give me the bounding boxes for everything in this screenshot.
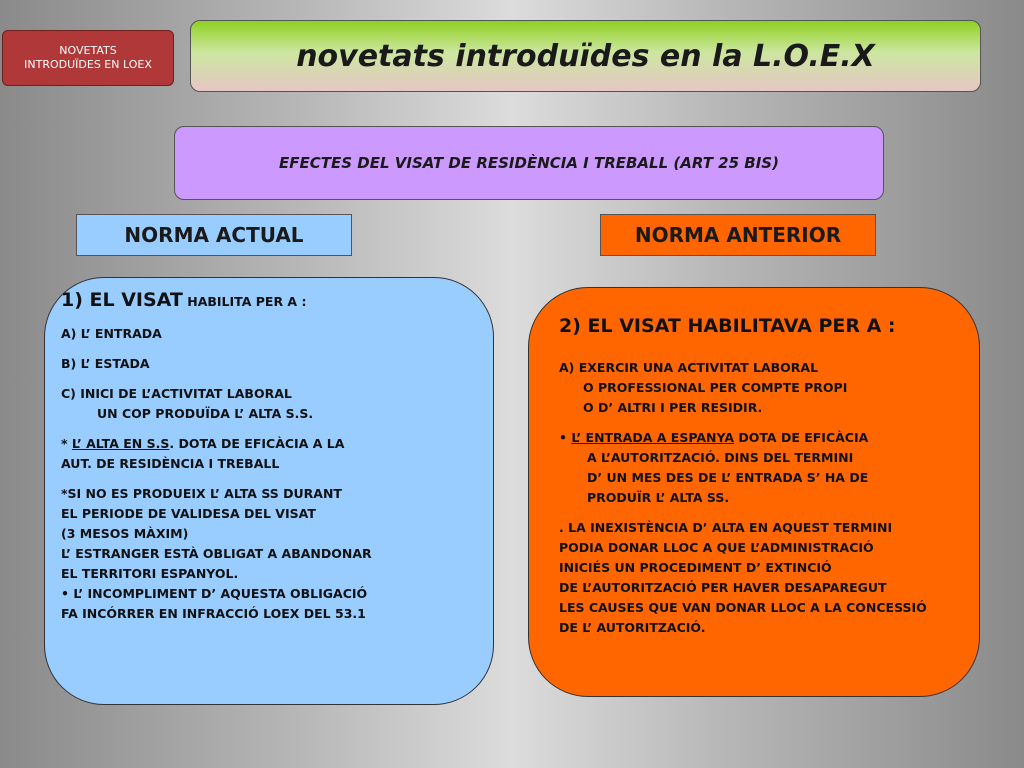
left-si-line2: EL PERIODE DE VALIDESA DEL VISAT	[61, 506, 316, 521]
right-item-c1: . LA INEXISTÈNCIA D’ ALTA EN AQUEST TERMINI	[559, 520, 893, 535]
right-heading: 2) EL VISAT HABILITAVA PER A :	[559, 315, 896, 337]
right-bullet: •	[559, 430, 572, 445]
left-si-line5: EL TERRITORI ESPANYOL.	[61, 566, 239, 581]
left-item-b: B) L’ ESTADA	[61, 356, 150, 371]
right-item-b4: PRODUÏR L’ ALTA SS.	[587, 490, 730, 505]
left-heading	[61, 288, 479, 314]
norma-anterior-label: NORMA ANTERIOR	[600, 214, 876, 256]
right-item-c3: INICIÉS UN PROCEDIMENT D’ EXTINCIÓ	[559, 560, 832, 575]
section-tag-line2: INTRODUÏDES EN LOEX	[24, 58, 152, 71]
right-item-b-rest: DOTA DE EFICÀCIA	[734, 430, 869, 445]
section-tag	[2, 30, 174, 86]
right-item-b3: D’ UN MES DES DE L’ ENTRADA S’ HA DE	[587, 470, 869, 485]
section-tag-line1: NOVETATS	[59, 44, 117, 57]
left-alta-underlined: L’ ALTA EN S.S	[71, 436, 170, 451]
right-item-b-underlined: L’ ENTRADA A ESPANYA	[571, 430, 735, 445]
right-item-a1: A) EXERCIR UNA ACTIVITAT LABORAL	[559, 360, 819, 375]
right-item-c4: DE L’AUTORITZACIÓ PER HAVER DESAPAREGUT	[559, 580, 887, 595]
left-item-a: A) L’ ENTRADA	[61, 326, 162, 341]
left-alta-line2: AUT. DE RESIDÈNCIA I TREBALL	[61, 456, 280, 471]
left-alta-line	[61, 434, 479, 454]
left-alta-rest: . DOTA DE EFICÀCIA A LA	[169, 436, 345, 451]
right-item-a3: O D’ ALTRI I PER RESIDIR.	[583, 400, 763, 415]
norma-actual-box	[44, 277, 494, 705]
left-heading-small: HABILITA PER A :	[182, 294, 307, 309]
left-si-line3: (3 MESOS MÀXIM)	[61, 526, 189, 541]
left-item-c-cont: UN COP PRODUÏDA L’ ALTA S.S.	[97, 406, 314, 421]
right-item-a2: O PROFESSIONAL PER COMPTE PROPI	[583, 380, 848, 395]
right-item-c2: PODIA DONAR LLOC A QUE L’ADMINISTRACIÓ	[559, 540, 874, 555]
slide-subtitle: EFECTES DEL VISAT DE RESIDÈNCIA I TREBALL (ART 25 BIS)	[174, 126, 884, 200]
left-si-line1: *SI NO ES PRODUEIX L’ ALTA SS DURANT	[61, 486, 342, 501]
norma-actual-label: NORMA ACTUAL	[76, 214, 352, 256]
left-alta-star: *	[61, 436, 72, 451]
norma-anterior-box	[528, 287, 980, 697]
left-si-line4: L’ ESTRANGER ESTÀ OBLIGAT A ABANDONAR	[61, 546, 372, 561]
right-item-c6: DE L’ AUTORITZACIÓ.	[559, 620, 706, 635]
right-item-b1	[559, 428, 965, 448]
slide-title: novetats introduïdes en la L.O.E.X	[190, 20, 981, 92]
right-item-b2: A L’AUTORITZACIÓ. DINS DEL TERMINI	[587, 450, 854, 465]
left-heading-main: 1) EL VISAT	[61, 289, 183, 311]
left-inc-line1: • L’ INCOMPLIMENT D’ AQUESTA OBLIGACIÓ	[61, 586, 368, 601]
right-item-c5: LES CAUSES QUE VAN DONAR LLOC A LA CONCESSIÓ	[559, 600, 927, 615]
left-inc-line2: FA INCÓRRER EN INFRACCIÓ LOEX DEL 53.1	[61, 606, 366, 621]
left-item-c: C) INICI DE L’ACTIVITAT LABORAL	[61, 386, 292, 401]
